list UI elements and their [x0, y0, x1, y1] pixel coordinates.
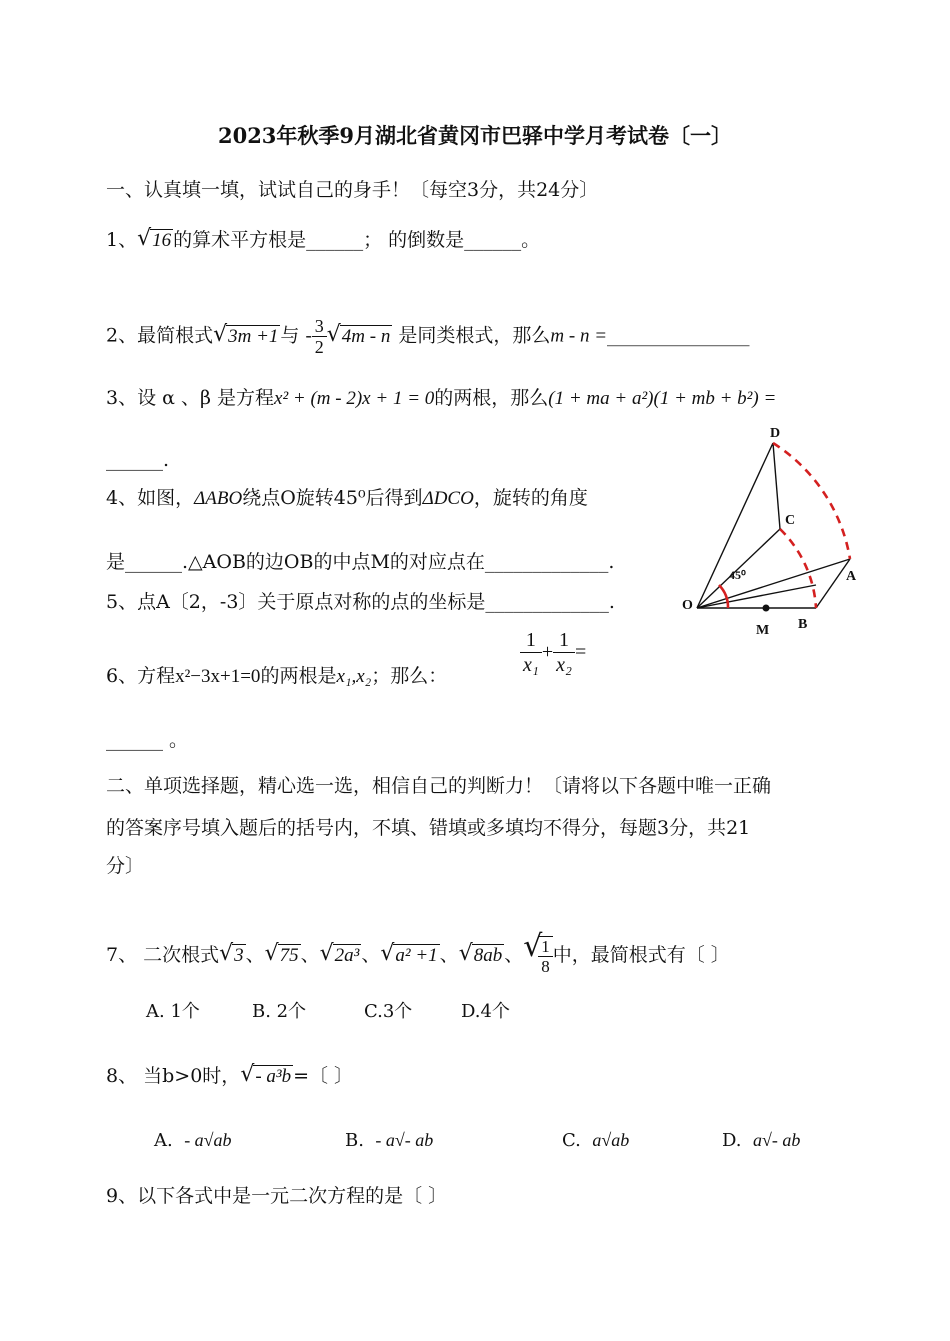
arc-inner — [780, 529, 816, 608]
question-6 — [106, 664, 447, 689]
q8-option-c: C. a√ab — [562, 1130, 630, 1151]
q7-radical-1: √ 3 — [219, 941, 244, 966]
q7-prefix: 7、 二次根式 — [106, 944, 220, 966]
exam-title: 2023年秋季9月湖北省黄冈市巴驿中学月考试卷〔一〕 — [217, 123, 733, 148]
label-m: M — [756, 623, 770, 638]
q4-suffix: ，旋转的角度 — [473, 487, 588, 509]
q6-fraction-1: $\frac{1}{\text{x₁}}$ — [520, 628, 542, 677]
q8-radical: √ - a³b — [240, 1062, 292, 1087]
q8-text: =〔 〕 — [293, 1065, 354, 1087]
q7-option-c: C.3个 — [364, 1001, 413, 1022]
q7-radical-2: √ 75 — [264, 941, 299, 966]
q6-roots: x₁,x₂ — [336, 666, 372, 687]
q6-plus: + — [541, 641, 554, 663]
question-8 — [106, 1064, 353, 1089]
q3-text: 的两根，那么 — [434, 387, 549, 409]
q6-prefix: 6、方程 — [106, 665, 176, 687]
q7-radical-3: √ 2a³ — [319, 941, 360, 966]
q4-mid: 绕点O旋转45⁰后得到 — [242, 487, 423, 509]
label-c: C — [785, 513, 796, 528]
q7-radical-4: √ a² +1 — [380, 941, 438, 966]
q7-sep-5: 、 — [504, 944, 524, 966]
q7-option-a: A. 1个 — [146, 1001, 200, 1022]
q7-option-d: D.4个 — [461, 1001, 510, 1022]
section2-heading-2: 的答案序号填入题后的括号内，不填、错填或多填均不得分，每题3分，共21 — [106, 817, 751, 839]
q6-sum-expression — [520, 628, 586, 677]
label-a: A — [846, 569, 857, 584]
segment-dc — [773, 443, 780, 529]
q4-triangle-dco: ΔDCO — [422, 488, 474, 509]
point-m-dot — [763, 605, 770, 612]
q2-fraction: $\frac{3}{2}$ — [312, 316, 327, 357]
q8-option-b: B. - a√- ab — [345, 1130, 434, 1151]
q1-text: 的算术平方根是______； 的倒数是______。 — [173, 229, 541, 251]
figure-lines — [697, 443, 850, 608]
q8-prefix: 8、 当b>0时， — [106, 1065, 241, 1087]
q6-equals: = — [574, 641, 587, 663]
q2-prefix: 2、最简根式 — [106, 324, 214, 347]
q6-continuation: ______ 。 — [106, 729, 189, 751]
q1-number: 1、 — [106, 229, 138, 251]
q3-continuation: ______. — [106, 449, 170, 471]
q3-equation: x² + (m - 2)x + 1 = 0 — [274, 388, 435, 409]
label-b: B — [798, 617, 808, 632]
label-o: O — [682, 598, 693, 613]
question-9: 9、以下各式中是一元二次方程的是〔 〕 — [106, 1185, 448, 1207]
question-5: 5、点A〔2，-3〕关于原点对称的点的坐标是_____________. — [106, 591, 615, 613]
section2-heading-3: 分〕 — [106, 855, 145, 877]
q6-then: ；那么： — [371, 665, 448, 687]
arc-outer — [773, 443, 850, 559]
q7-sep-3: 、 — [361, 944, 381, 966]
q8-option-a: A. - a√ab — [154, 1130, 232, 1151]
section1-heading: 一、认真填一填，试试自己的身手！〔每空3分，共24分〕 — [106, 179, 599, 201]
question-2 — [106, 316, 750, 357]
q2-radical-1: √ 3m +1 — [213, 321, 279, 347]
q6-mid: 的两根是 — [260, 665, 337, 687]
question-1 — [106, 228, 540, 253]
q2-blank: _______________ — [607, 324, 750, 347]
q6-fraction-2: $\frac{1}{\text{x₂}}$ — [553, 628, 575, 677]
q3-expression: (1 + ma + a²)(1 + mb + b²) = — [548, 388, 777, 409]
q8-option-d: D. a√- ab — [722, 1130, 801, 1151]
q2-text: 是同类根式，那么 — [398, 324, 551, 347]
segment-ba — [816, 559, 850, 608]
question-4-line-2: 是______.△AOB的边OB的中点M的对应点在_____________. — [106, 551, 615, 573]
section2-heading-1: 二、单项选择题，精心选一选，相信自己的判断力！〔请将以下各题中唯一正确 — [106, 775, 772, 797]
label-d: D — [770, 426, 781, 441]
segment-oa — [697, 559, 850, 608]
q6-equation: x²−3x+1=0 — [175, 666, 261, 687]
q3-prefix: 3、设 α 、β 是方程 — [106, 387, 275, 409]
q2-neg: - — [305, 325, 312, 347]
q7-option-b: B. 2个 — [252, 1001, 307, 1022]
q2-with: 与 — [280, 324, 300, 347]
q2-expr: m - n = — [550, 325, 608, 347]
q4-prefix: 4、如图， — [106, 487, 195, 509]
q7-radical-5: √ 8ab — [458, 941, 503, 966]
q7-radical-6: √ $\frac{1}{8}$ — [523, 936, 553, 976]
rotation-figure — [670, 425, 890, 665]
label-angle: 45⁰ — [729, 568, 746, 582]
q7-sep-1: 、 — [245, 944, 265, 966]
q1-radical: √ 16 — [137, 226, 172, 251]
question-7 — [106, 929, 730, 976]
q7-text: 中，最简根式有〔 〕 — [552, 944, 730, 966]
question-4-line-1 — [106, 486, 588, 511]
angle-arc — [719, 585, 728, 608]
q2-radical-2: √ 4m - n — [326, 321, 391, 347]
q7-sep-4: 、 — [439, 944, 459, 966]
q4-triangle-abo: ΔABO — [194, 488, 243, 509]
question-3 — [106, 386, 776, 411]
q7-sep-2: 、 — [300, 944, 320, 966]
segment-od — [697, 443, 773, 608]
